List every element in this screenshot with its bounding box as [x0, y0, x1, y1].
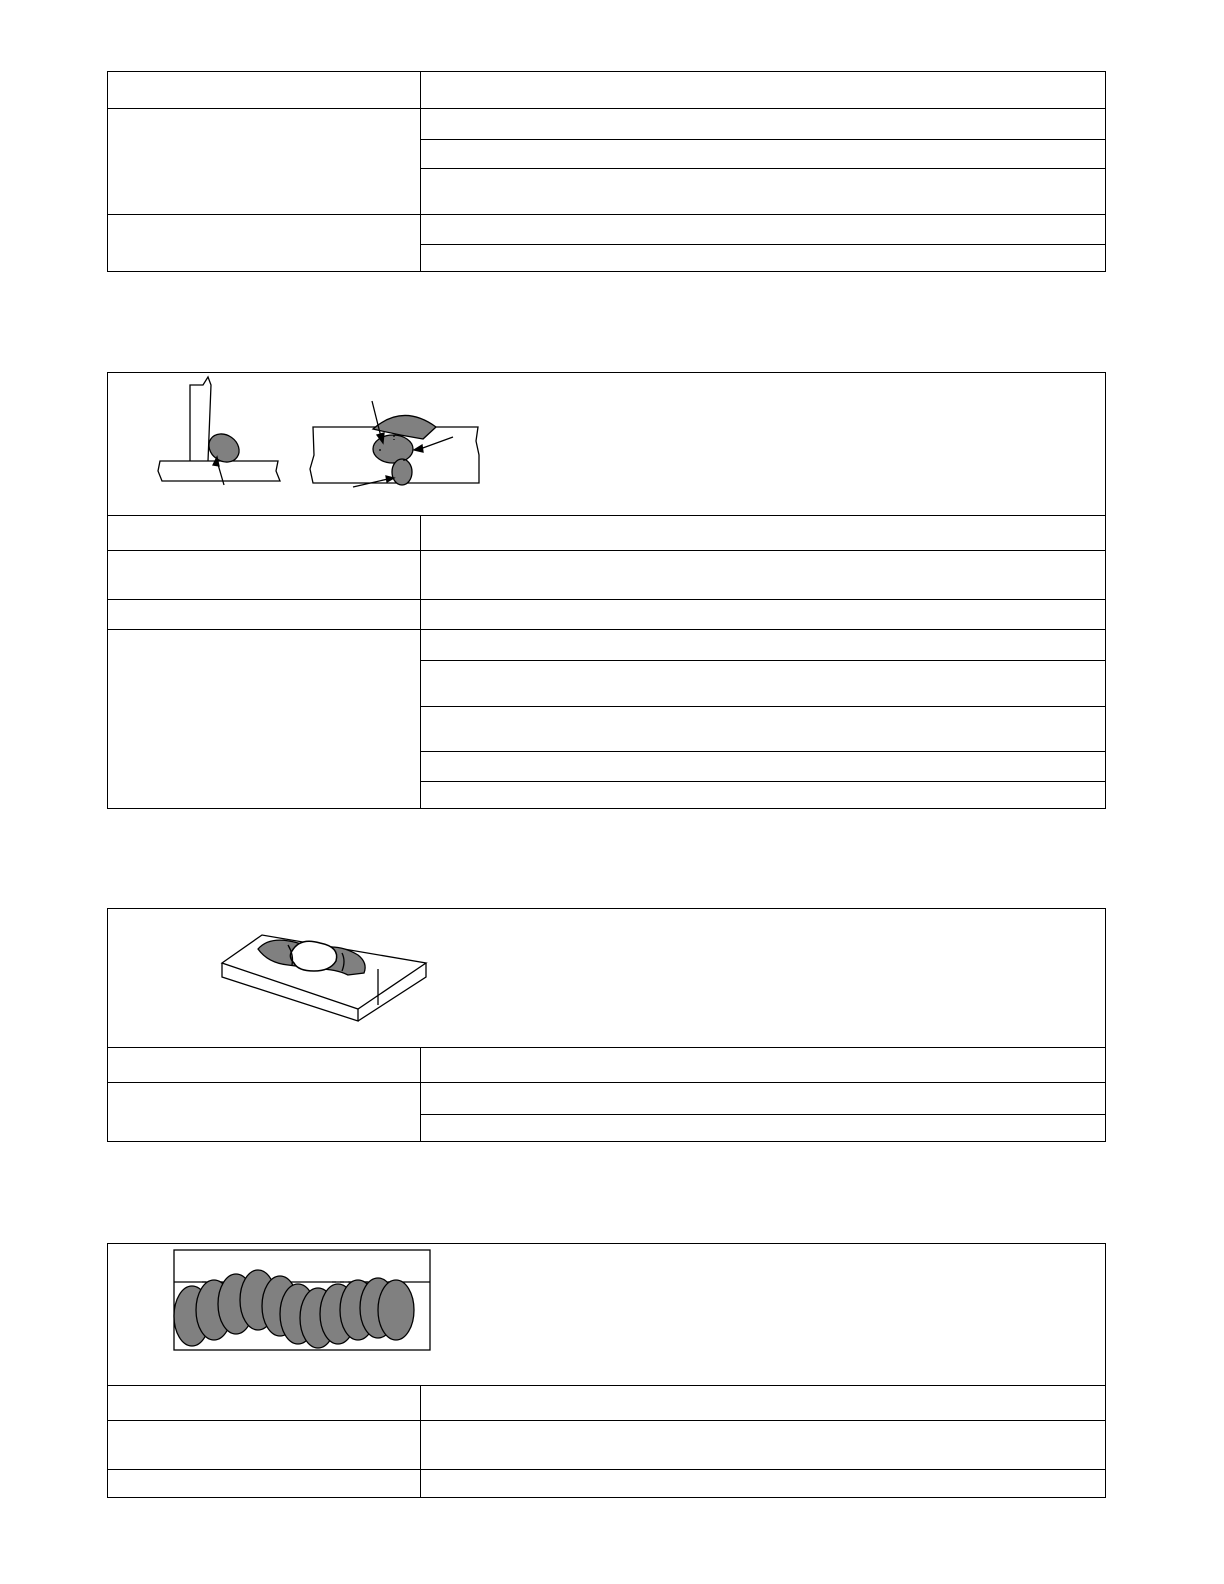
troubleshooting-table-3	[107, 908, 1106, 1142]
incomplete-fusion-figure-row	[108, 373, 1105, 515]
cause-cell	[108, 215, 421, 271]
table-row	[108, 108, 1105, 214]
table-row	[108, 214, 1105, 271]
table-row	[108, 1469, 1105, 1497]
header-cell-remedy	[421, 1386, 1105, 1420]
header-cell-trouble	[108, 1386, 421, 1420]
remedy-cell	[421, 781, 1105, 808]
troubleshooting-table-4	[107, 1243, 1106, 1498]
table-row	[108, 550, 1105, 599]
troubleshooting-table-1	[107, 71, 1106, 272]
remedy-cell	[421, 215, 1105, 244]
remedy-group	[421, 630, 1105, 808]
table-header-row	[108, 1385, 1105, 1420]
remedy-cell	[421, 109, 1105, 139]
remedy-group	[421, 1083, 1105, 1141]
table-header-row	[108, 72, 1105, 108]
table-row	[108, 599, 1105, 629]
cause-cell	[108, 1470, 421, 1497]
remedy-cell	[421, 1470, 1105, 1497]
cause-cell	[108, 1421, 421, 1469]
remedy-cell	[421, 551, 1105, 599]
remedy-cell	[421, 751, 1105, 781]
cause-cell	[108, 551, 421, 599]
table-row	[108, 629, 1105, 808]
table-header-row	[108, 515, 1105, 550]
burn-through-figure-row	[108, 909, 1105, 1047]
remedy-cell	[421, 630, 1105, 660]
cause-cell	[108, 630, 421, 808]
cause-cell	[108, 600, 421, 629]
remedy-cell	[421, 660, 1105, 706]
remedy-cell	[421, 1421, 1105, 1469]
table-header-row	[108, 1047, 1105, 1082]
remedy-cell	[421, 1114, 1105, 1141]
header-cell-trouble	[108, 516, 421, 550]
incomplete-fusion-illustration	[148, 373, 548, 515]
waviness-of-bead-illustration	[172, 1248, 442, 1368]
header-cell-remedy	[421, 516, 1105, 550]
remedy-group	[421, 109, 1105, 214]
remedy-cell	[421, 139, 1105, 169]
table-row	[108, 1082, 1105, 1141]
burn-through-illustration	[218, 909, 458, 1047]
header-cell-trouble	[108, 72, 421, 108]
remedy-cell	[421, 706, 1105, 752]
table-row	[108, 1420, 1105, 1469]
remedy-cell	[421, 168, 1105, 214]
cause-cell	[108, 109, 421, 214]
header-cell-trouble	[108, 1048, 421, 1082]
header-cell-remedy	[421, 72, 1105, 108]
remedy-cell	[421, 244, 1105, 271]
remedy-cell	[421, 600, 1105, 629]
troubleshooting-table-2	[107, 372, 1106, 809]
waviness-figure-row	[108, 1244, 1105, 1385]
butt-joint-diagram	[310, 401, 479, 487]
remedy-group	[421, 215, 1105, 271]
fillet-joint-diagram	[158, 377, 280, 485]
header-cell-remedy	[421, 1048, 1105, 1082]
cause-cell	[108, 1083, 421, 1141]
remedy-cell	[421, 1083, 1105, 1114]
